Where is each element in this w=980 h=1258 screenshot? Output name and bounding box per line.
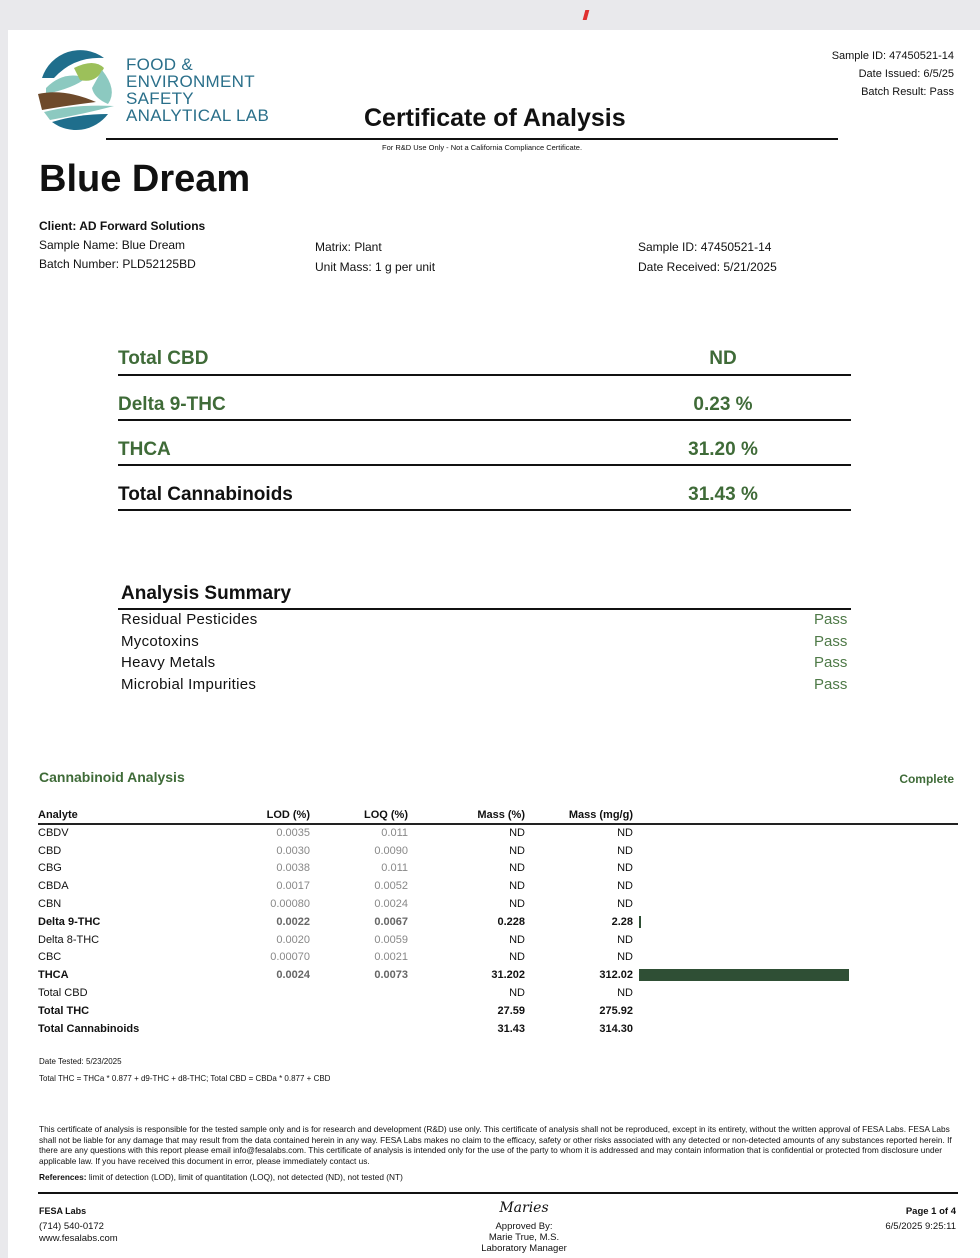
mass-mg-cell: ND xyxy=(617,844,633,857)
logo-line: SAFETY xyxy=(126,89,194,108)
bar-cell xyxy=(633,966,958,984)
analyte-cell: Delta 8-THC xyxy=(38,933,100,946)
potency-label: THCA xyxy=(118,439,171,460)
page-number: Page 1 of 4 xyxy=(905,1206,956,1217)
mass-mg-cell: 314.30 xyxy=(599,1022,633,1035)
summary-item-result: Pass xyxy=(814,611,848,628)
summary-item-label: Microbial Impurities xyxy=(121,676,257,693)
table-row xyxy=(38,1020,958,1038)
loq-cell: 0.011 xyxy=(381,827,408,840)
page-subtitle: For R&D Use Only - Not a California Compliance Certificate. xyxy=(382,143,583,152)
mass-mg-cell: 312.02 xyxy=(599,969,633,982)
bar-cell xyxy=(633,860,958,878)
bar-cell xyxy=(633,1002,958,1020)
loq-cell: 0.0021 xyxy=(374,951,408,964)
bar-cell xyxy=(633,931,958,949)
loq-cell xyxy=(310,984,408,1002)
batch-number: Batch Number: PLD52125BD xyxy=(39,257,196,271)
lod-cell: 0.0035 xyxy=(276,827,310,840)
signature: Maries xyxy=(499,1200,549,1216)
lod-cell: 0.00080 xyxy=(270,898,310,911)
loq-cell: 0.011 xyxy=(381,862,408,875)
sample-name: Sample Name: Blue Dream xyxy=(39,238,186,252)
table-row xyxy=(38,966,958,984)
certificate-page xyxy=(8,30,980,1258)
potency-row xyxy=(118,394,850,416)
column-header-bar xyxy=(633,806,958,824)
mass-mg-cell: ND xyxy=(617,933,633,946)
table-row xyxy=(38,824,958,842)
analyte-cell: Total CBD xyxy=(38,987,88,1000)
header-sample-id: Sample ID: 47450521-14 xyxy=(831,50,954,62)
potency-value: ND xyxy=(709,348,737,369)
potency-value: 0.23 % xyxy=(693,394,753,415)
mass-percent-cell: ND xyxy=(509,862,525,875)
potency-label: Total CBD xyxy=(118,348,209,369)
table-row xyxy=(38,931,958,949)
divider xyxy=(118,608,851,610)
lod-cell xyxy=(218,984,310,1002)
footer-phone: (714) 540-0172 xyxy=(39,1221,104,1232)
potency-label: Total Cannabinoids xyxy=(118,484,293,505)
summary-item-result: Pass xyxy=(814,676,848,693)
summary-item-label: Mycotoxins xyxy=(121,633,200,650)
column-header: Mass (%) xyxy=(408,806,525,824)
summary-item-result: Pass xyxy=(814,633,848,650)
mass-bar xyxy=(639,916,641,928)
logo-line: ENVIRONMENT xyxy=(126,72,255,91)
mass-mg-cell: ND xyxy=(617,880,633,893)
table-row xyxy=(38,895,958,913)
lod-cell xyxy=(218,1002,310,1020)
loq-cell xyxy=(310,1020,408,1038)
footer-company: FESA Labs xyxy=(39,1206,87,1216)
footer-divider xyxy=(38,1192,958,1194)
loq-cell: 0.0073 xyxy=(374,969,408,982)
analyte-cell: CBDA xyxy=(38,880,69,893)
table-row xyxy=(38,860,958,878)
bar-cell xyxy=(633,949,958,967)
mass-percent-cell: 31.202 xyxy=(491,969,525,982)
analyte-cell: Total Cannabinoids xyxy=(38,1022,140,1035)
summary-item-label: Heavy Metals xyxy=(121,654,216,671)
approver-name: Marie True, M.S. xyxy=(488,1232,560,1243)
analyte-cell: CBD xyxy=(38,844,62,857)
cursor-mark xyxy=(583,10,590,20)
footer-website[interactable]: www.fesalabs.com xyxy=(39,1233,118,1244)
mass-percent-cell: ND xyxy=(509,898,525,911)
bar-cell xyxy=(633,1020,958,1038)
logo-line: ANALYTICAL LAB xyxy=(126,106,270,125)
analysis-summary-title: Analysis Summary xyxy=(121,583,292,604)
matrix: Matrix: Plant xyxy=(315,240,382,254)
lod-cell: 0.0022 xyxy=(276,915,310,928)
date-tested: Date Tested: 5/23/2025 xyxy=(39,1057,122,1066)
lod-cell: 0.0024 xyxy=(276,969,310,982)
table-row xyxy=(38,842,958,860)
summary-item-label: Residual Pesticides xyxy=(121,611,258,628)
analyte-cell: Total THC xyxy=(38,1004,90,1017)
loq-cell: 0.0052 xyxy=(374,880,408,893)
potency-row xyxy=(118,348,850,370)
summary-item-result: Pass xyxy=(814,654,848,671)
mass-mg-cell: ND xyxy=(617,862,633,875)
references-label: References: xyxy=(39,1172,87,1182)
analyte-cell: THCA xyxy=(38,969,69,982)
loq-cell: 0.0067 xyxy=(374,915,408,928)
cannabinoid-analysis-title: Cannabinoid Analysis xyxy=(39,769,185,785)
mass-mg-cell: 275.92 xyxy=(599,1004,633,1017)
loq-cell: 0.0059 xyxy=(374,933,408,946)
mass-percent-cell: 0.228 xyxy=(497,915,525,928)
date-received: Date Received: 5/21/2025 xyxy=(638,260,777,274)
mass-mg-cell: ND xyxy=(617,827,633,840)
product-name: Blue Dream xyxy=(39,158,251,200)
bar-cell xyxy=(633,842,958,860)
mass-mg-cell: ND xyxy=(617,898,633,911)
column-header: Mass (mg/g) xyxy=(525,806,633,824)
table-row xyxy=(38,877,958,895)
analyte-cell: CBC xyxy=(38,951,62,964)
mass-percent-cell: ND xyxy=(509,827,525,840)
potency-value: 31.20 % xyxy=(688,439,758,460)
mass-percent-cell: 27.59 xyxy=(497,1004,525,1017)
disclaimer: This certificate of analysis is responsible for the tested sample only and is for research and development (R&D) use only. This certificate of analysis shall not be reproduced, except in its entirety, without the written approval of FESA Labs. FESA Labs shall not be liable for any damage that may result from the data contained herein in any way. FESA Labs makes no claim to the efficacy, safety or other risks associated with any detected or non-detected amounts of any substances reported herein. If there are any questions with this report please email info@fesalabs.com. This certificate of analysis is intended only for the use of the party to whom it is addressed and may contain information that is confidential or protected from disclosure under applicable law. If you have received this document in error, please immediately contact us. xyxy=(39,1124,952,1166)
client: Client: AD Forward Solutions xyxy=(39,219,206,233)
lod-cell xyxy=(218,1020,310,1038)
analysis-status: Complete xyxy=(899,772,954,786)
analyte-cell: Delta 9-THC xyxy=(38,915,101,928)
lod-cell: 0.0038 xyxy=(276,862,310,875)
divider xyxy=(118,464,851,466)
bar-cell xyxy=(633,913,958,931)
lod-cell: 0.0020 xyxy=(276,933,310,946)
page-title: Certificate of Analysis xyxy=(364,104,626,132)
approver-title: Laboratory Manager xyxy=(481,1243,567,1254)
table-row xyxy=(38,984,958,1002)
analyte-cell: CBN xyxy=(38,898,62,911)
table-header xyxy=(38,806,958,824)
loq-cell: 0.0024 xyxy=(374,898,408,911)
approved-by-label: Approved By: xyxy=(495,1221,553,1232)
loq-cell xyxy=(310,1002,408,1020)
table-row xyxy=(38,913,958,931)
mass-percent-cell: ND xyxy=(509,844,525,857)
potency-row xyxy=(118,484,850,506)
divider xyxy=(118,509,851,511)
cannabinoid-table xyxy=(38,806,958,1038)
header-date-issued: Date Issued: 6/5/25 xyxy=(858,68,954,80)
mass-percent-cell: ND xyxy=(509,951,525,964)
bar-cell xyxy=(633,984,958,1002)
formula: Total THC = THCa * 0.877 + d9-THC + d8-THC; Total CBD = CBDa * 0.877 + CBD xyxy=(39,1074,331,1083)
divider xyxy=(118,419,851,421)
analyte-cell: CBG xyxy=(38,862,62,875)
table-row xyxy=(38,949,958,967)
bar-cell xyxy=(633,824,958,842)
bar-cell xyxy=(633,877,958,895)
table-row xyxy=(38,1002,958,1020)
potency-label: Delta 9-THC xyxy=(118,394,226,415)
potency-value: 31.43 % xyxy=(688,484,758,505)
mass-percent-cell: ND xyxy=(509,933,525,946)
lod-cell: 0.00070 xyxy=(270,951,310,964)
mass-bar xyxy=(639,969,849,981)
unit-mass: Unit Mass: 1 g per unit xyxy=(315,260,436,274)
divider xyxy=(118,374,851,376)
mass-mg-cell: ND xyxy=(617,951,633,964)
references: limit of detection (LOD), limit of quantitation (LOQ), not detected (ND), not tested (NT) xyxy=(86,1172,403,1182)
mass-mg-cell: 2.28 xyxy=(611,915,633,928)
lab-logo-icon xyxy=(34,48,118,132)
column-header: LOQ (%) xyxy=(310,806,408,824)
loq-cell: 0.0090 xyxy=(374,844,408,857)
sample-id: Sample ID: 47450521-14 xyxy=(638,240,772,254)
mass-percent-cell: 31.43 xyxy=(497,1022,525,1035)
lod-cell: 0.0017 xyxy=(276,880,310,893)
lab-name xyxy=(126,56,269,124)
potency-row xyxy=(118,439,850,461)
mass-percent-cell: ND xyxy=(509,880,525,893)
column-header: Analyte xyxy=(38,806,218,824)
header-batch-result: Batch Result: Pass xyxy=(861,86,954,98)
lod-cell: 0.0030 xyxy=(276,844,310,857)
mass-mg-cell: ND xyxy=(617,987,633,1000)
mass-percent-cell: ND xyxy=(509,987,525,1000)
bar-cell xyxy=(633,895,958,913)
header-divider xyxy=(106,138,838,140)
analyte-cell: CBDV xyxy=(38,827,69,840)
logo-line: FOOD & xyxy=(126,55,193,74)
report-timestamp: 6/5/2025 9:25:11 xyxy=(885,1221,956,1232)
column-header: LOD (%) xyxy=(218,806,310,824)
